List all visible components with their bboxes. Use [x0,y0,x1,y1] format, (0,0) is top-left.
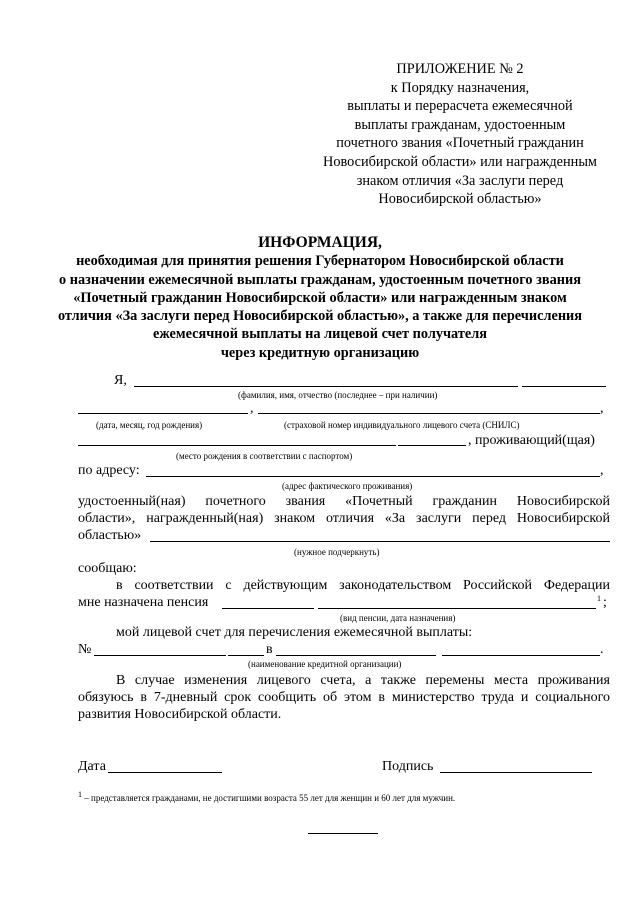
footnote-mark: 1 [597,594,601,603]
ya-label: Я, [114,373,127,388]
annex-line: к Порядку назначения, [390,79,530,96]
document-title [40,234,600,362]
snils-field[interactable] [258,413,600,414]
pension-text-line: мне назначена пенсия [78,595,209,610]
address-field[interactable] [146,476,600,477]
annex-header [300,60,620,209]
title-line: через кредитную организацию [220,344,420,361]
account-number-field-extra[interactable] [228,655,264,656]
birthplace-caption: (место рождения в соответствии с паспортом) [176,451,353,461]
annex-line: знаком отличия «За заслуги перед [356,172,564,189]
annex-line: выплаты и перерасчета ежемесячной [347,98,573,115]
change-text-line: развития Новосибирской области. [78,707,282,722]
account-text: мой лицевой счет для перечисления ежемесячной выплаты: [116,625,473,640]
pension-date-field[interactable] [318,608,596,609]
pension-caption: (вид пенсии, дата назначения) [340,613,456,623]
semicolon: ; [603,595,607,610]
footnote-number: 1 [78,790,82,799]
snils-caption: (страховой номер индивидуального лицевого счета (СНИЛС) [284,420,520,430]
fio-caption: (фамилия, имя, отчество (последнее – при наличии) [238,390,438,400]
fio-field[interactable] [134,386,518,387]
change-text-line: В случае изменения лицевого счета, а также перемены места проживания [116,673,610,688]
fio-field-extra[interactable] [522,386,606,387]
comma: , [600,401,604,416]
footnote [78,790,456,803]
dob-field[interactable] [78,413,248,414]
annex-line: почетного звания «Почетный гражданин [336,135,584,152]
title-line: «Почетный гражданин Новосибирской области» или награжденным знаком [73,289,567,306]
date-label: Дата [78,759,106,774]
comma: , [250,401,254,416]
address-label: по адресу: [78,463,140,478]
title-text-line: удостоенный(ная) почетного звания «Почетный гражданин Новосибирской [78,494,610,509]
in-label: в [266,642,273,657]
bank-caption: (наименование кредитной организации) [248,659,402,669]
change-text-line: обязуюсь в 7-дневный срок сообщить об этом в министерство труда и социального [78,690,610,705]
title-text-line: областью» [78,528,142,543]
signature-field-extra[interactable] [532,772,592,773]
report-label: сообщаю: [78,561,137,576]
underline-field[interactable] [150,541,610,542]
comma: , [600,463,604,478]
birthplace-field-extra[interactable] [398,445,466,446]
title-line: ежемесячной выплаты на лицевой счет получателя [153,326,487,343]
dob-caption: (дата, месяц, год рождения) [96,420,203,430]
title-text-line: области», награжденный(ная) знаком отличия «За заслуги перед Новосибирской [78,511,610,526]
title-line: необходимая для принятия решения Губернатором Новосибирской области [76,253,564,270]
date-field[interactable] [108,772,222,773]
annex-line: Новосибирской областью» [378,191,542,208]
title-line: отличия «За заслуги перед Новосибирской областью», а также для перечисления [57,308,583,325]
annex-line: ПРИЛОЖЕНИЕ № 2 [396,61,524,77]
period: . [600,642,604,657]
account-number-field[interactable] [94,655,226,656]
title-heading: ИНФОРМАЦИЯ, [258,234,382,251]
bank-name-field[interactable] [276,655,436,656]
end-separator [308,833,378,834]
residing-label: , проживающий(щая) [468,433,595,448]
number-sign: № [78,642,92,657]
bank-name-field-extra[interactable] [442,655,600,656]
pension-type-field[interactable] [222,608,314,609]
title-line: о назначении ежемесячной выплаты гражданам, удостоенным почетного звания [59,271,581,288]
annex-line: выплаты гражданам, удостоенным [354,116,566,133]
footnote-text: – представляется гражданами, не достигшими возраста 55 лет для женщин и 60 лет для мужчин. [82,793,456,803]
birthplace-field[interactable] [78,445,396,446]
signature-field[interactable] [440,772,532,773]
address-caption: (адрес фактического проживания) [282,481,413,491]
underline-caption: (нужное подчеркнуть) [294,547,380,557]
pension-text-line: в соответствии с действующим законодательством Российской Федерации [116,578,610,593]
signature-label: Подпись [382,759,434,774]
annex-line: Новосибирской области» или награжденным [323,153,597,170]
